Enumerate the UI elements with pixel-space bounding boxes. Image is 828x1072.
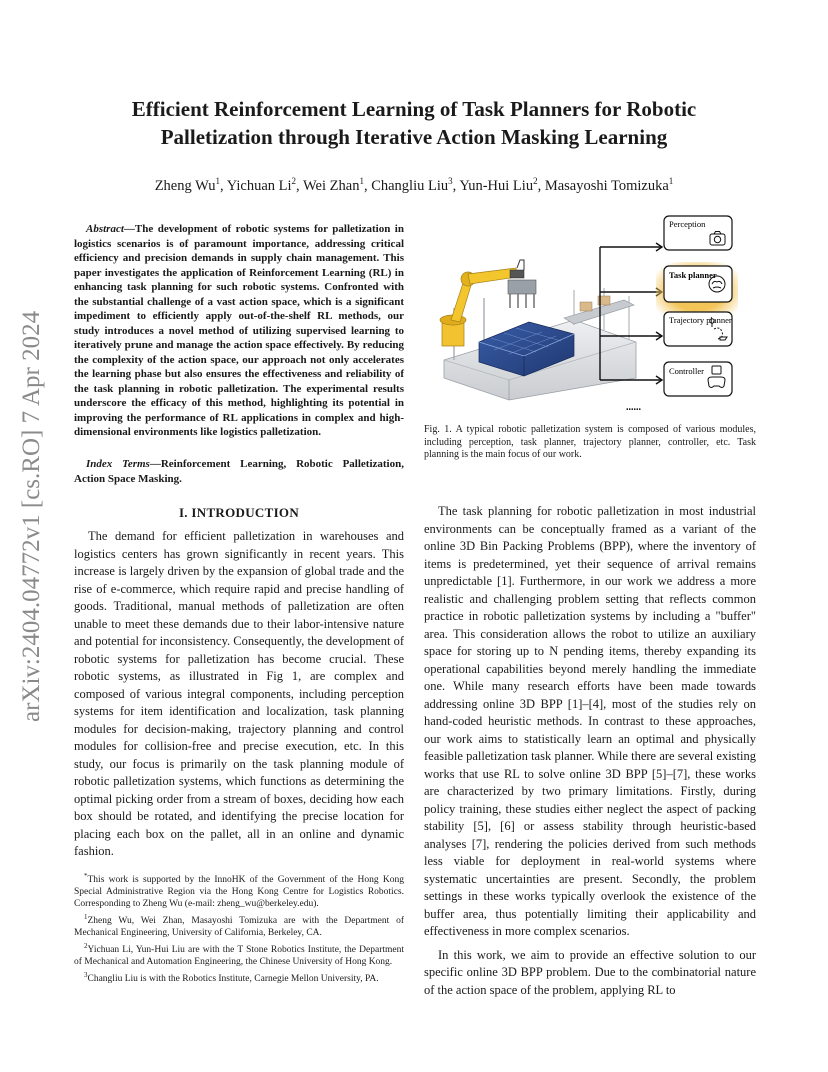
arxiv-identifier-text: arXiv:2404.04772v1 [cs.RO] 7 Apr 2024: [18, 310, 45, 722]
module-controller[interactable]: [664, 362, 732, 396]
arxiv-identifier[interactable]: [4, 292, 60, 722]
module-perception[interactable]: [664, 216, 732, 250]
module-label: Perception: [669, 219, 706, 229]
title-line-1: Efficient Reinforcement Learning of Task Planners for Robotic: [131, 97, 697, 121]
paper-title: [80, 95, 748, 151]
author: Yichuan Li$^2$: [226, 176, 297, 194]
title-line-2: Palletization through Iterative Action Masking Learning: [160, 125, 668, 149]
abstract-text: The development of robotic systems for palletization in logistics scenarios is of paramount importance, addressing critical efficiency and precision demands in supply chain management. This paper investigates the application of Reinforcement Learning (RL) in enhancing task planning for such robotic systems. Confronted with the substantial challenge of a vast action space, which is a significant impediment to efficiently apply out-of-the-shelf RL methods, our study introduces a novel method of utilizing supervised learning to iteratively prune and manage the action space effectively. By reducing the complexity of the action space, our approach not only accelerates the learning phase but also ensures the effectiveness and reliability of the task planning in robotic palletization. The experimental results underscore the efficacy of this method, highlighting its potential in improving the performance of RL applications in complex and high-dimensional environments like logistics palletization.: [74, 223, 404, 438]
footnote: $^2$Yichuan Li, Yun-Hui Liu are with the T Stone Robotics Institute, the Department of Mechanical and Automation Engineering, the Chinese University of Hong Kong.: [74, 942, 404, 968]
figure-caption: Fig. 1. A typical robotic palletization system is composed of various modules, including perception, task planner, trajectory planner, controller, etc. Task planning is the main focus of our work.: [424, 424, 756, 460]
intro-right-column: [424, 503, 756, 999]
abstract: Abstract—The development of robotic systems for palletization in logistics scenarios is of paramount importance, addressing critical efficiency and precision demands in supply chain management. This paper investigates the application of Reinforcement Learning (RL) in enhancing task planning for such robotic systems. Confronted with the substantial challenge of a vast action space, which is a significant impediment to efficiently apply out-of-the-shelf RL methods, our study introduces a novel method of utilizing supervised learning to iteratively prune and manage the action space effectively. By reducing the complexity of the action space, our approach not only accelerates the learning phase but also ensures the effectiveness and reliability of the task planning in robotic palletization. The experimental results underscore the efficacy of this method, highlighting its potential in improving the performance of RL applications in complex and high-dimensional environments like logistics palletization.: [74, 223, 404, 438]
module-label: Controller: [669, 366, 704, 376]
section-heading-introduction: I. INTRODUCTION: [178, 505, 300, 520]
intro-paragraph: The task planning for robotic palletization in most industrial environments can be conceptually framed as a variant of the online 3D Bin Packing Problems (BPP), where the inventory of items is predetermined, yet their sequence of arrival remains unpredictable [1]. Furthermore, in our work we address a more realistic and challenging problem setting that reflects common practice in robotic palletization systems by including a "buffer" area. This consideration allows the robot to utilize an auxiliary space for storing up to N pending items, thereby expanding its operational capabilities beyond merely handling the immediate one. While many research efforts have been made towards addressing online 3D BPP [1]–[4], most of the studies rely on hand-coded heuristic methods. In contrast to these approaches, our work aims to statistically learn an optimal and physically feasible palletization task planner. While there are several existing works that use RL to solve online 3D BPP [5]–[7], these works are characterized by two primary limitations. Firstly, during policy training, these studies either neglect the aspect of packing stability [5], [6] or assess stability through heuristic-based analyses [7], rendering the policies derived from such methods less viable for deployment in real-world systems where systematic uncertainties are present. Secondly, the problem settings in these works typically overlook the existence of the buffer area, thus potentially limiting their applicability and effectiveness in more complex scenarios.: [424, 504, 756, 938]
footnote: $^1$Zheng Wu, Wei Zhan, Masayoshi Tomizuka are with the Department of Mechanical Engineering, University of California, Berkeley, CA.: [74, 913, 404, 939]
intro-paragraph: In this work, we aim to provide an effective solution to our specific online 3D BPP problem. Due to the combinatorial nature of the action space of the problem, applying RL to: [424, 947, 756, 997]
index-terms-label: Index Terms: [86, 458, 150, 470]
more-modules-ellipsis: ......: [626, 402, 641, 413]
module-label: Task planner: [669, 270, 717, 280]
author: Changliu Liu$^3$: [371, 176, 453, 194]
author: Zheng Wu$^1$: [154, 176, 220, 194]
author: Wei Zhan$^1$: [303, 176, 364, 194]
index-terms-text: Reinforcement Learning, Robotic Palletization, Action Space Masking.: [74, 458, 404, 485]
module-trajectory-planner[interactable]: [664, 312, 732, 346]
author: Masayoshi Tomizuka$^1$: [544, 176, 674, 194]
intro-paragraph: The demand for efficient palletization in warehouses and logistics centers has grown significantly in recent years. This increase is largely driven by the expansion of global trade and the rise of e-commerce, which require rapid and precise handling of goods. Traditional, manual methods of palletization are often unable to meet these demands due to their labor-intensive nature and potential for inconsistency. Consequently, the development of robotic systems for palletization has become crucial. These robotic systems, as illustrated in Fig 1, are complex and composed of various integral components, including perception systems for item identification and localization, task planning modules for decision-making, trajectory planning and control modules for collision-free and precise execution, etc. In this study, our focus is primarily on the task planning module of robotic palletization systems, which functions as determining the optimal picking order from a stream of boxes, deciding how each box should be rotated, and identifying the precise location for placing each box on the pallet, all in an online and dynamic fashion.: [74, 529, 404, 858]
footnotes: [74, 870, 404, 987]
index-terms: Index Terms—Reinforcement Learning, Robotic Palletization, Action Space Masking.: [74, 458, 404, 485]
footnote: $^3$Changliu Liu is with the Robotics Institute, Carnegie Mellon University, PA.: [84, 971, 379, 985]
author-list: Zheng Wu$^1$, Yichuan Li$^2$, Wei Zhan$^1$, Changliu Liu$^3$, Yun-Hui Liu$^2$, Masayoshi Tomizuka$^1$: [154, 176, 674, 194]
footnote: *This work is supported by the InnoHK of the Government of the Hong Kong Special Administrative Region via the Hong Kong Centre for Logistics Robotics. Corresponding to Zheng Wu (e-mail: zheng_wu@berkeley.edu).: [74, 872, 404, 910]
module-label: Trajectory planner: [669, 315, 732, 325]
module-task-planner[interactable]: [664, 266, 732, 302]
figure-1: [424, 210, 756, 418]
robot-palletizing-scene: [440, 260, 636, 400]
author: Yun-Hui Liu$^2$: [459, 176, 538, 194]
abstract-label: Abstract: [86, 223, 124, 235]
